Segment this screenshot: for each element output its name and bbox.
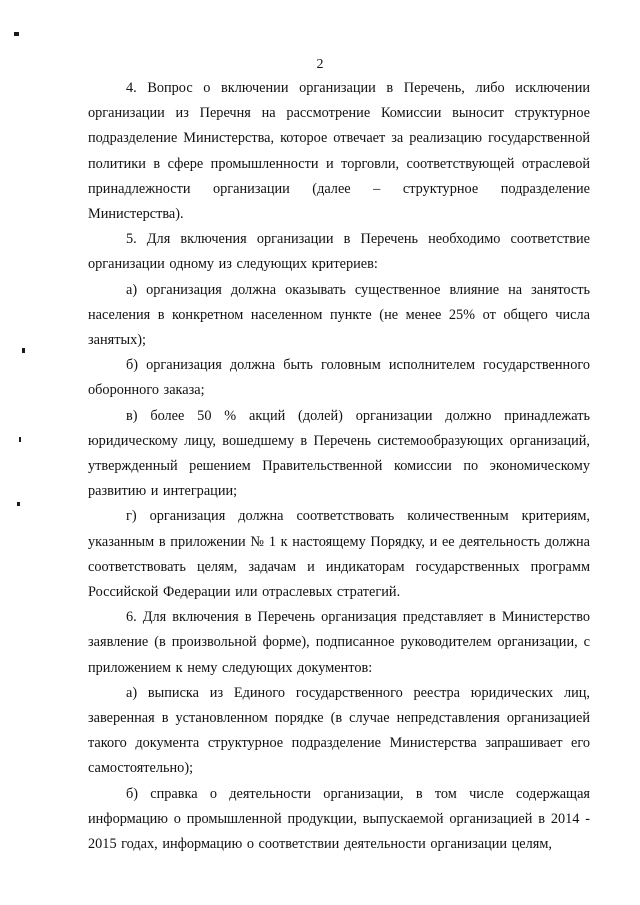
document-body — [88, 76, 590, 857]
paragraph-5-item-b: б) организация должна быть головным исполнителем государственного оборонного заказа; — [88, 357, 590, 399]
paragraph-6: 6. Для включения в Перечень организация представляет в Министерство заявление (в произвольной форме), подписанное руководителем организации, с приложением к нему следующих документов: — [88, 609, 590, 676]
paragraph-5: 5. Для включения организации в Перечень необходимо соответствие организации одному из следующих критериев: — [88, 231, 590, 273]
scan-mark — [22, 348, 25, 353]
scan-mark — [19, 437, 21, 442]
scan-mark — [14, 32, 19, 36]
paragraph-5-item-v: в) более 50 % акций (долей) организации должно принадлежать юридическому лицу, вошедшему в Перечень системообразующих организаций, утвержденный решением Правительственной комиссии по экономическому развитию и интеграции; — [88, 407, 590, 500]
scan-mark — [17, 502, 20, 506]
paragraph-5-item-a: а) организация должна оказывать существенное влияние на занятость населения в конкретном населенном пункте (не менее 25% от общего числа занятых); — [88, 281, 590, 349]
paragraph-5-item-g: г) организация должна соответствовать количественным критериям, указанным в приложении № 1 к настоящему Порядку, и ее деятельность должна соответствовать целям, задачам и индикаторам государственных программ Российской Федерации или отраслевых стратегий. — [88, 508, 590, 601]
paragraph-6-item-a: а) выписка из Единого государственного реестра юридических лиц, заверенная в установленном порядке (в случае непредставления организацией такого документа структурное подразделение Министерства запрашивает его самостоятельно); — [88, 684, 590, 777]
paragraph-6-item-b: б) справка о деятельности организации, в том числе содержащая информацию о промышленной продукции, выпускаемой организацией в 2014 - 2015 годах, информацию о соответствии деятельности организации целям, — [88, 785, 590, 853]
page-number: 2 — [316, 57, 324, 72]
paragraph-4: 4. Вопрос о включении организации в Перечень, либо исключении организации из Перечня на рассмотрение Комиссии выносит структурное подразделение Министерства, которое отвечает за реализацию государственной политики в сфере промышленности и торговли, соответствующей отраслевой принадлежности организации (далее – структурное подразделение Министерства). — [88, 80, 590, 223]
